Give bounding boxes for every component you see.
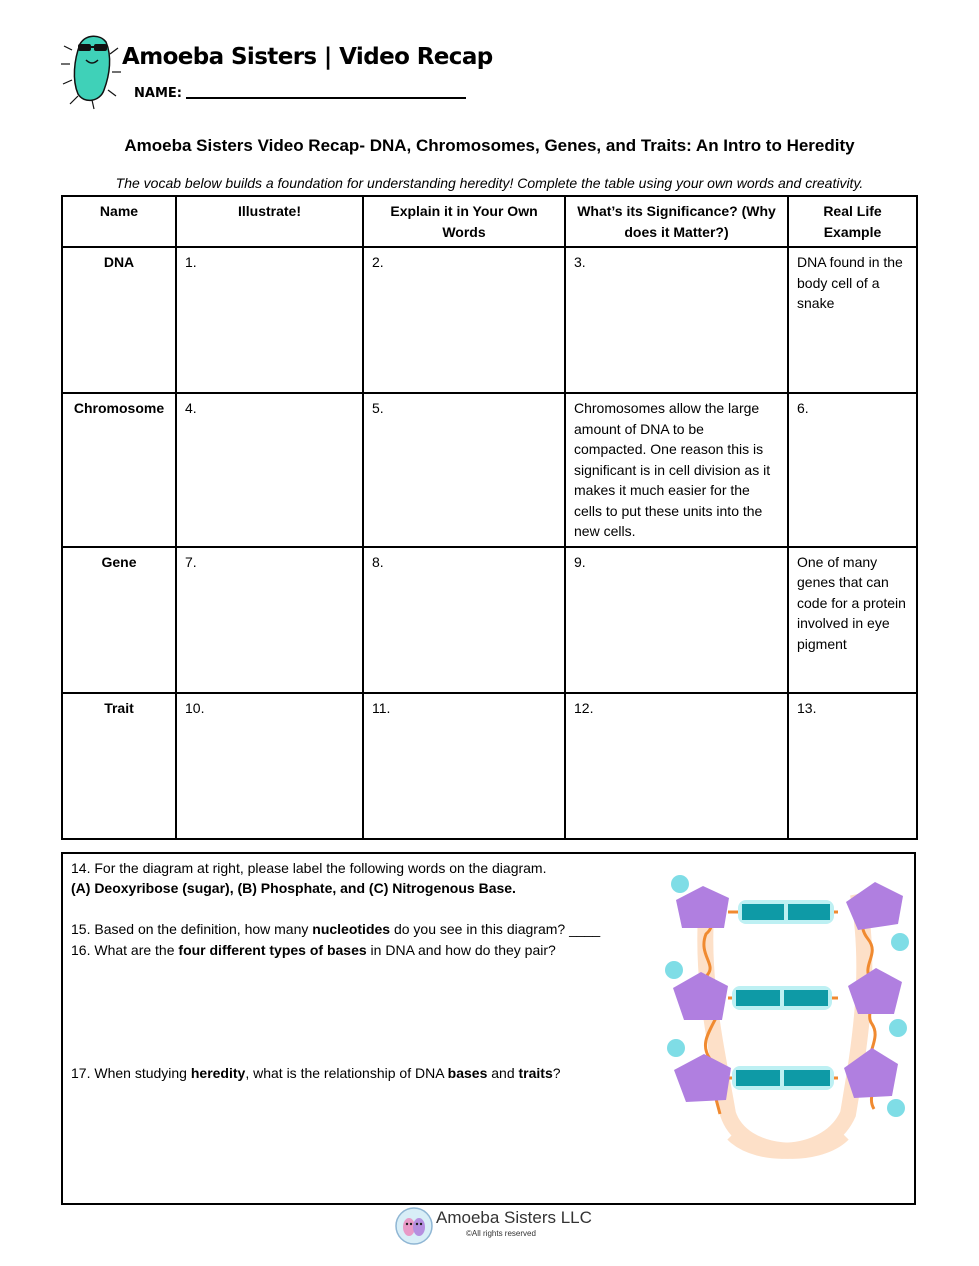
answer-cell[interactable]: 4. bbox=[176, 393, 363, 547]
question-17-keyword: bases bbox=[447, 1065, 488, 1081]
phosphate-circle bbox=[889, 1019, 907, 1037]
footer-copyright: ©All rights reserved bbox=[466, 1229, 536, 1238]
name-label: NAME: bbox=[134, 86, 182, 101]
answer-cell[interactable]: 10. bbox=[176, 693, 363, 839]
answer-cell[interactable]: 11. bbox=[363, 693, 565, 839]
row-term: Chromosome bbox=[62, 393, 176, 547]
dna-diagram bbox=[658, 874, 918, 1164]
phosphate-circle bbox=[671, 875, 689, 893]
answer-cell[interactable]: 3. bbox=[565, 247, 788, 393]
footer-brand: Amoeba Sisters LLC bbox=[436, 1208, 592, 1227]
column-header: Explain it in Your Own Words bbox=[363, 196, 565, 247]
example-cell: One of many genes that can code for a protein involved in eye pigment bbox=[788, 547, 917, 693]
helix-ribbon bbox=[733, 894, 864, 1151]
column-header: Real Life Example bbox=[788, 196, 917, 247]
questions-box bbox=[61, 852, 916, 1205]
row-term: DNA bbox=[62, 247, 176, 393]
base-pair bbox=[732, 986, 832, 1010]
brand-title: Amoeba Sisters | Video Recap bbox=[122, 44, 493, 70]
sugar-pentagon bbox=[673, 972, 728, 1020]
phosphate-circle bbox=[665, 961, 683, 979]
significance-cell: Chromosomes allow the large amount of DNA to be compacted. One reason this is significant is in cell division as it makes it much easier for the cells to put these units into the new cells. bbox=[565, 393, 788, 547]
column-header: Name bbox=[62, 196, 176, 247]
question-16-text: 16. What are the bbox=[71, 942, 179, 958]
question-17-text: and bbox=[487, 1065, 519, 1081]
vocab-table bbox=[61, 195, 918, 840]
question-15 bbox=[71, 919, 600, 939]
question-15-text-end: do you see in this diagram? ____ bbox=[390, 921, 601, 937]
question-16 bbox=[71, 940, 556, 960]
column-header: Illustrate! bbox=[176, 196, 363, 247]
phosphate-circle bbox=[887, 1099, 905, 1117]
answer-cell[interactable]: 6. bbox=[788, 393, 917, 547]
question-17-text: , what is the relationship of DNA bbox=[245, 1065, 448, 1081]
name-input-line[interactable] bbox=[186, 97, 466, 99]
table-row bbox=[62, 247, 917, 393]
question-17-text-end: ? bbox=[552, 1065, 561, 1081]
page-title: Amoeba Sisters Video Recap- DNA, Chromosomes, Genes, and Traits: An Intro to Heredity bbox=[124, 136, 855, 155]
column-header: What’s its Significance? (Why does it Matter?) bbox=[565, 196, 788, 247]
table-header-row bbox=[62, 196, 917, 247]
amoeba-mascot-logo bbox=[58, 30, 124, 110]
question-15-keyword: nucleotides bbox=[312, 921, 391, 937]
base-pair bbox=[732, 1066, 834, 1090]
base-pair bbox=[738, 900, 834, 924]
answer-cell[interactable]: 8. bbox=[363, 547, 565, 693]
sugar-pentagon bbox=[676, 886, 729, 928]
answer-cell[interactable]: 12. bbox=[565, 693, 788, 839]
helix-ribbon bbox=[705, 894, 843, 1151]
instructions: The vocab below builds a foundation for understanding heredity! Complete the table using your own words and creativity. bbox=[115, 175, 864, 191]
question-14-terms: (A) Deoxyribose (sugar), (B) Phosphate, and (C) Nitrogenous Base. bbox=[71, 880, 516, 896]
table-row bbox=[62, 393, 917, 547]
amoeba-sisters-footer-logo bbox=[395, 1207, 433, 1245]
answer-cell[interactable]: 2. bbox=[363, 247, 565, 393]
question-17-keyword: traits bbox=[518, 1065, 553, 1081]
table-row bbox=[62, 693, 917, 839]
sugar-pentagon bbox=[848, 968, 902, 1014]
row-term: Gene bbox=[62, 547, 176, 693]
phosphate-circle bbox=[891, 933, 909, 951]
question-17 bbox=[71, 1063, 561, 1083]
row-term: Trait bbox=[62, 693, 176, 839]
table-row bbox=[62, 547, 917, 693]
question-16-text-end: in DNA and how do they pair? bbox=[366, 942, 556, 958]
question-17-text: 17. When studying bbox=[71, 1065, 191, 1081]
answer-cell[interactable]: 5. bbox=[363, 393, 565, 547]
answer-cell[interactable]: 9. bbox=[565, 547, 788, 693]
phosphate-circle bbox=[667, 1039, 685, 1057]
question-15-text: 15. Based on the definition, how many bbox=[71, 921, 313, 937]
answer-cell[interactable]: 1. bbox=[176, 247, 363, 393]
answer-cell[interactable]: 13. bbox=[788, 693, 917, 839]
example-cell: DNA found in the body cell of a snake bbox=[788, 247, 917, 393]
answer-cell[interactable]: 7. bbox=[176, 547, 363, 693]
question-17-keyword: heredity bbox=[190, 1065, 246, 1081]
question-14-prompt: 14. For the diagram at right, please label the following words on the diagram. bbox=[71, 860, 547, 876]
question-16-keyword: four different types of bases bbox=[178, 942, 367, 958]
